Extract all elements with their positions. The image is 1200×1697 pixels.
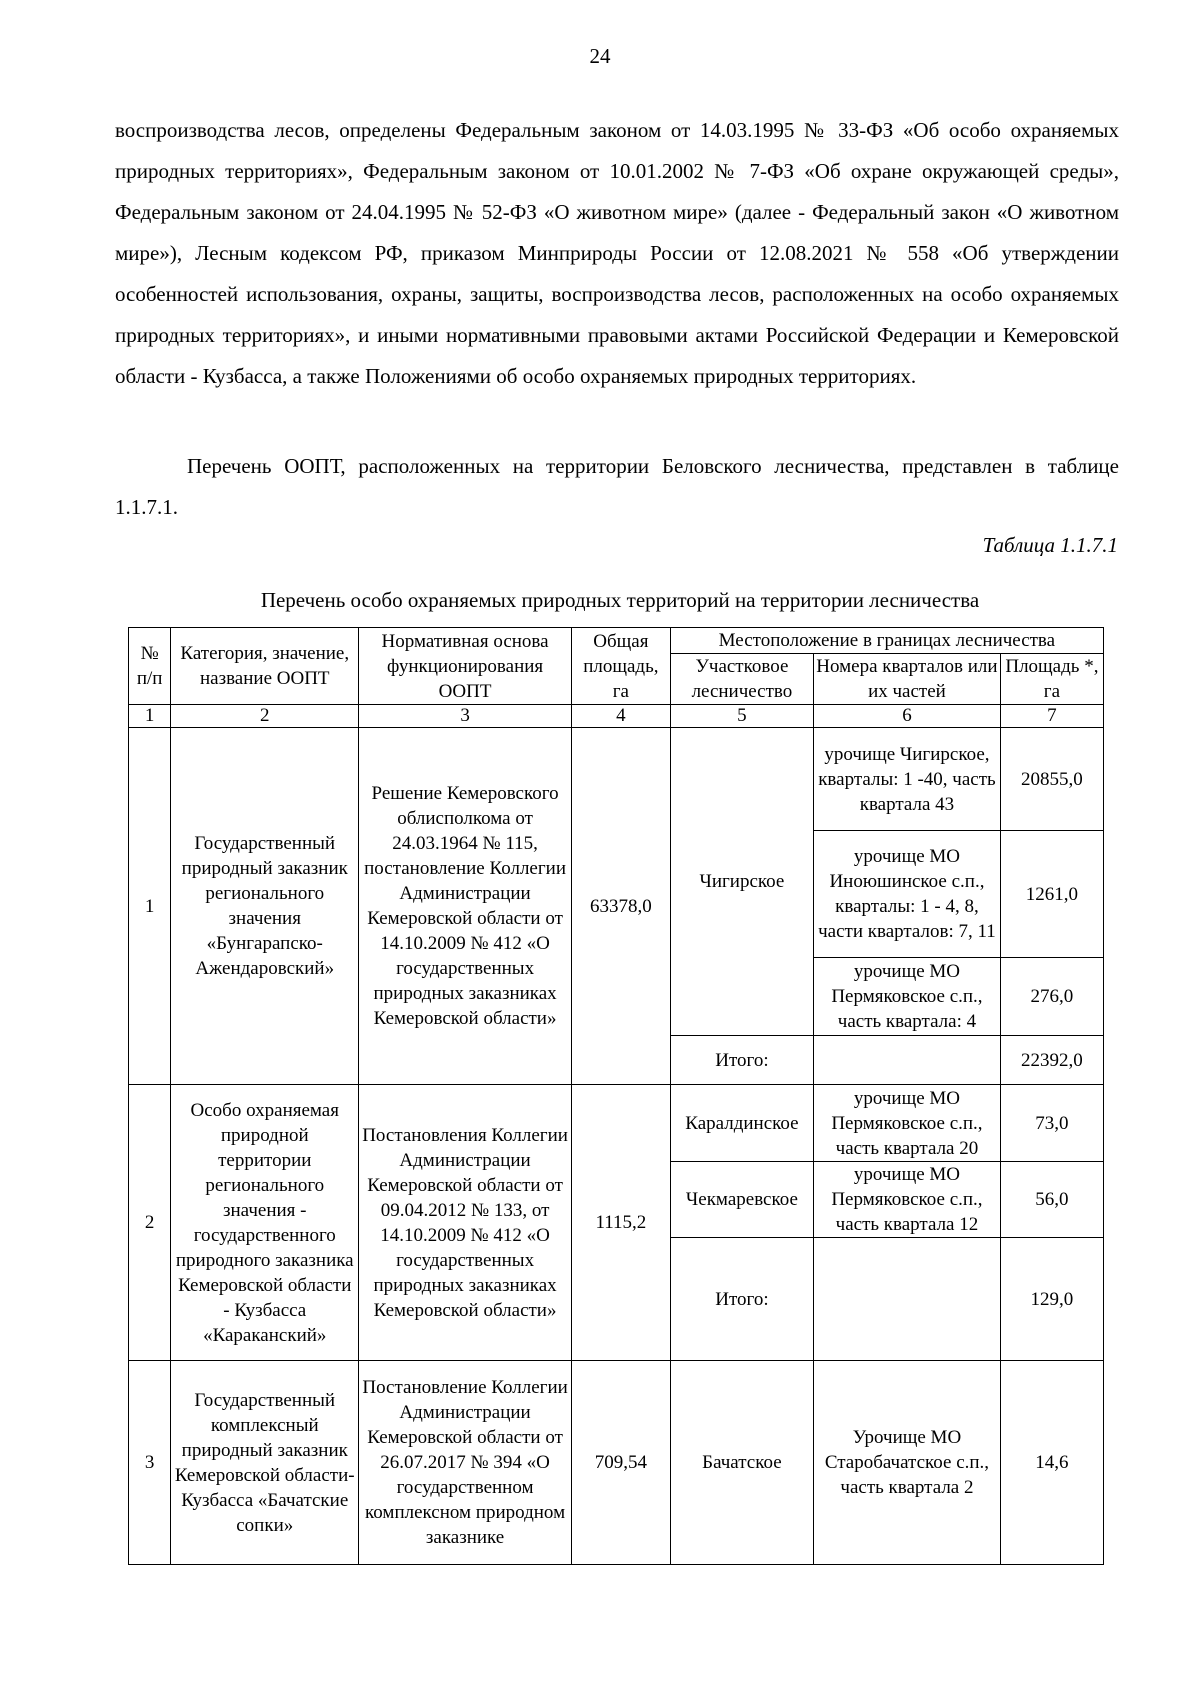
oopt-table <box>128 627 1104 1565</box>
row-category: Государственный комплексный природный заказник Кемеровской области-Кузбасса «Бачатские сопки» <box>171 1361 359 1565</box>
col-number: 3 <box>359 705 572 728</box>
col-number: 5 <box>670 705 813 728</box>
table-row <box>129 1085 1104 1162</box>
row-total-label: Итого: <box>670 1238 813 1361</box>
row-sub-area: 276,0 <box>1000 958 1103 1036</box>
row-sub-area: 1261,0 <box>1000 831 1103 958</box>
row-quarters: урочище МО Пермяковское с.п., часть квартала 20 <box>814 1085 1001 1162</box>
page-number: 24 <box>589 44 611 68</box>
paragraph-2: Перечень ООПТ, расположенных на территории Беловского лесничества, представлен в таблице 1.1.7.1. <box>115 454 1119 519</box>
row-total-label: Итого: <box>670 1036 813 1085</box>
row-quarters: Урочище МО Старобачатское с.п., часть квартала 2 <box>814 1361 1001 1565</box>
row-total: 22392,0 <box>1000 1036 1103 1085</box>
row-quarters: урочище Чигирское, кварталы: 1 -40, часть квартала 43 <box>814 728 1001 831</box>
row-sub-area: 20855,0 <box>1000 728 1103 831</box>
row-district: Бачатское <box>670 1361 813 1565</box>
header-sub-area: Площадь *, га <box>1000 654 1103 705</box>
row-district: Чекмаревское <box>670 1162 813 1238</box>
row-num: 3 <box>129 1361 171 1565</box>
row-area: 709,54 <box>571 1361 670 1565</box>
row-sub-area: 73,0 <box>1000 1085 1103 1162</box>
table-title: Перечень особо охраняемых природных территорий на территории лесничества <box>260 588 980 612</box>
row-sub-area: 14,6 <box>1000 1361 1103 1565</box>
row-category: Государственный природный заказник регионального значения «Бунгарапско-Ажендаровский» <box>171 728 359 1085</box>
col-number: 7 <box>1000 705 1103 728</box>
row-quarters: урочище МО Пермяковское с.п., часть квартала 12 <box>814 1162 1001 1238</box>
header-category: Категория, значение, название ООПТ <box>171 628 359 705</box>
col-number: 2 <box>171 705 359 728</box>
paragraph-1: воспроизводства лесов, определены Федеральным законом от 14.03.1995 № 33-ФЗ «Об особо охраняемых природных территориях», Федеральным законом от 10.01.2002 № 7-ФЗ «Об охране окружающей среды», Федеральным законом от 24.04.1995 № 52-ФЗ «О животном мире» (далее - Федеральный закон «О животном мире»), Лесным кодексом РФ, приказом Минприроды России от 12.08.2021 № 558 «Об утверждении особенностей использования, охраны, защиты, воспроизводства лесов, расположенных на особо охраняемых природных территориях», и иными нормативными правовыми актами Российской Федерации и Кемеровской области - Кузбасса, а также Положениями об особо охраняемых природных территориях. <box>115 118 1119 388</box>
col-number: 4 <box>571 705 670 728</box>
row-category: Особо охраняемая природной территории регионального значения - государственного природного заказника Кемеровской области - Кузбасса «Караканский» <box>171 1085 359 1361</box>
row-area: 63378,0 <box>571 728 670 1085</box>
row-district: Чигирское <box>670 728 813 1036</box>
row-area: 1115,2 <box>571 1085 670 1361</box>
row-total-empty <box>814 1036 1001 1085</box>
table-label: Таблица 1.1.7.1 <box>982 533 1118 557</box>
header-location: Местоположение в границах лесничества <box>670 628 1103 654</box>
table-row <box>129 1361 1104 1565</box>
col-number: 6 <box>814 705 1001 728</box>
row-total-empty <box>814 1238 1001 1361</box>
row-basis: Постановление Коллегии Администрации Кемеровской области от 26.07.2017 № 394 «О государственном комплексном природном заказнике <box>359 1361 572 1565</box>
row-basis: Решение Кемеровского облисполкома от 24.03.1964 № 115, постановление Коллегии Администрации Кемеровской области от 14.10.2009 № 412 «О государственных природных заказниках Кемеровской области» <box>359 728 572 1085</box>
row-sub-area: 56,0 <box>1000 1162 1103 1238</box>
row-quarters: урочище МО Иноюшинское с.п., кварталы: 1 - 4, 8, части кварталов: 7, 11 <box>814 831 1001 958</box>
row-num: 1 <box>129 728 171 1085</box>
header-num: № п/п <box>129 628 171 705</box>
header-basis: Нормативная основа функционирования ООПТ <box>359 628 572 705</box>
row-num: 2 <box>129 1085 171 1361</box>
header-quarters: Номера кварталов или их частей <box>814 654 1001 705</box>
row-total: 129,0 <box>1000 1238 1103 1361</box>
row-quarters: урочище МО Пермяковское с.п., часть квартала: 4 <box>814 958 1001 1036</box>
row-district: Каралдинское <box>670 1085 813 1162</box>
table-row <box>129 728 1104 831</box>
header-district: Участковое лесничество <box>670 654 813 705</box>
row-basis: Постановления Коллегии Администрации Кемеровской области от 09.04.2012 № 133, от 14.10.2009 № 412 «О государственных природных заказниках Кемеровской области» <box>359 1085 572 1361</box>
header-area: Общая площадь, га <box>571 628 670 705</box>
col-number: 1 <box>129 705 171 728</box>
